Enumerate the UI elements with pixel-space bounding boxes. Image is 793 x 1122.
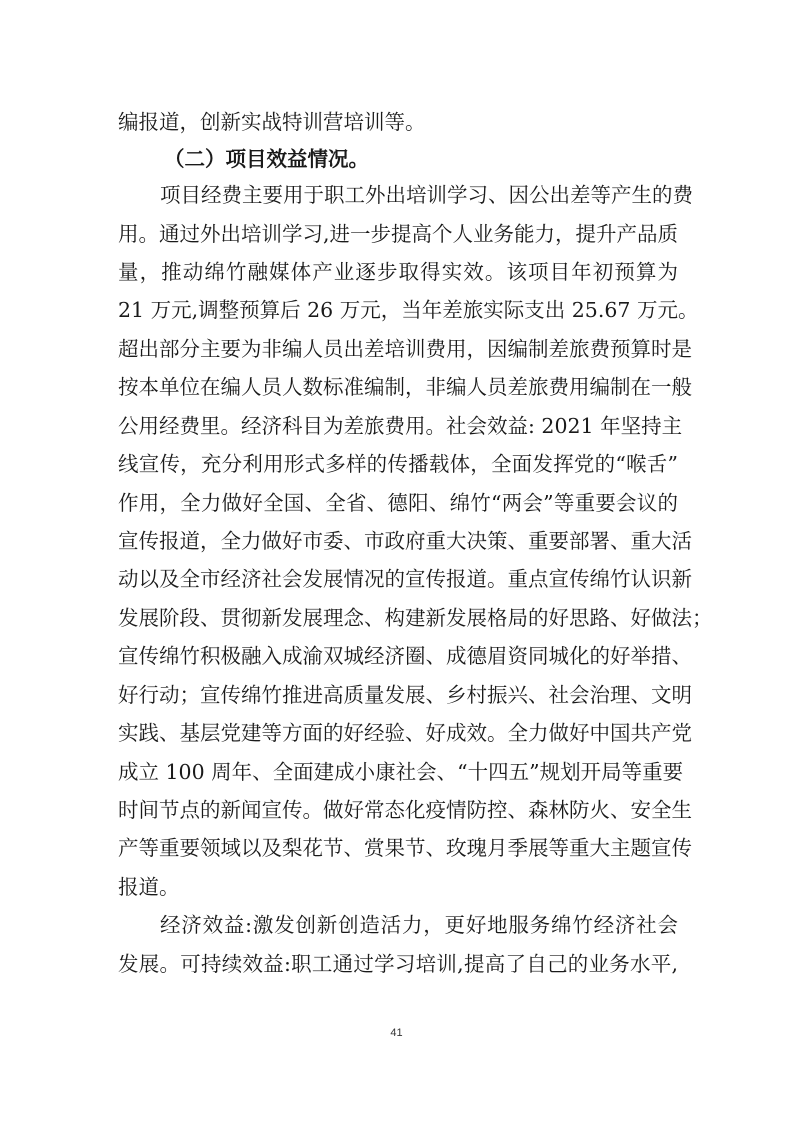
- text-line: 宣传绵竹积极融入成渝双城经济圈、成德眉资同城化的好举措、: [118, 644, 692, 668]
- section-heading: （二）项目效益情况。: [164, 147, 369, 171]
- text-line: 线宣传，充分利用形式多样的传播载体，全面发挥党的“喉舌”: [118, 452, 678, 476]
- text-line: 时间节点的新闻宣传。做好常态化疫情防控、森林防火、安全生: [118, 798, 692, 822]
- text-line: 成立 100 周年、全面建成小康社会、“十四五”规划开局等重要: [118, 760, 684, 784]
- text-line: 宣传报道，全力做好市委、市政府重大决策、重要部署、重大活: [118, 529, 692, 553]
- page-number: 41: [390, 1027, 403, 1039]
- text-line: 发展阶段、贯彻新发展理念、构建新发展格局的好思路、好做法；: [118, 606, 713, 630]
- text-line: 21 万元,调整预算后 26 万元，当年差旅实际支出 25.67 万元。: [118, 298, 699, 322]
- text-line: 超出部分主要为非编人员出差培训费用，因编制差旅费预算时是: [118, 337, 692, 361]
- text-line: 编报道，创新实战特训营培训等。: [118, 110, 426, 134]
- text-line: 动以及全市经济社会发展情况的宣传报道。重点宣传绵竹认识新: [118, 567, 692, 591]
- text-line: 实践、基层党建等方面的好经验、好成效。全力做好中国共产党: [118, 721, 692, 745]
- text-line: 按本单位在编人员人数标准编制，非编人员差旅费用编制在一般: [118, 375, 692, 399]
- text-line: 发展。可持续效益:职工通过学习培训,提高了自己的业务水平,: [118, 952, 678, 976]
- text-line: 作用，全力做好全国、全省、德阳、绵竹“两会”等重要会议的: [118, 491, 678, 515]
- text-line: 好行动；宣传绵竹推进高质量发展、乡村振兴、社会治理、文明: [118, 683, 692, 707]
- text-line: 经济效益:激发创新创造活力，更好地服务绵竹经济社会: [160, 913, 678, 937]
- text-line: 量，推动绵竹融媒体产业逐步取得实效。该项目年初预算为: [118, 260, 678, 284]
- text-line: 产等重要领域以及梨花节、赏果节、玫瑰月季展等重大主题宣传: [118, 836, 692, 860]
- text-line: 公用经费里。经济科目为差旅费用。社会效益: 2021 年坚持主: [118, 414, 683, 438]
- text-line: 项目经费主要用于职工外出培训学习、因公出差等产生的费: [160, 183, 693, 207]
- text-line: 用。通过外出培训学习,进一步提高个人业务能力，提升产品质: [118, 222, 679, 246]
- text-line: 报道。: [118, 875, 180, 899]
